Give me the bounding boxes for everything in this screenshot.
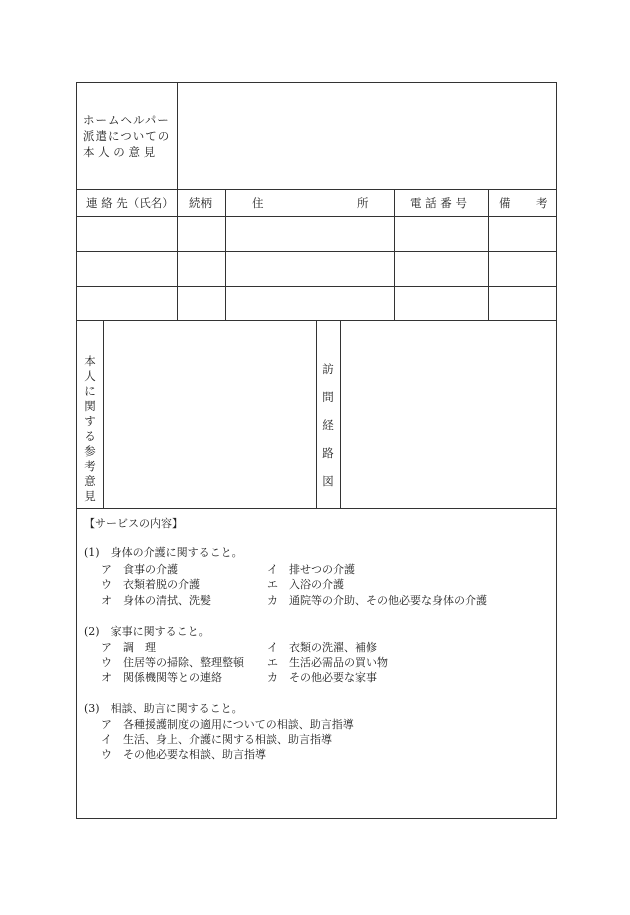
service-item: オ 関係機関等との連絡 bbox=[101, 671, 222, 684]
header-contact: 連 絡 先（氏名） bbox=[86, 196, 174, 210]
header-remarks-start: 備 bbox=[499, 196, 511, 210]
section-heading: (3) 相談、助言に関すること。 bbox=[84, 702, 243, 715]
opinion-label-line3: 本 人 の 意 見 bbox=[83, 145, 156, 159]
contact-row-2[interactable] bbox=[77, 252, 556, 285]
header-phone: 電 話 番 号 bbox=[410, 196, 467, 210]
opinion-input-area[interactable] bbox=[178, 83, 556, 188]
opinion-label-line2: 派遣についての bbox=[83, 129, 171, 143]
row-line bbox=[76, 189, 557, 190]
route-map-area[interactable] bbox=[341, 321, 556, 507]
contact-row-1[interactable] bbox=[77, 217, 556, 250]
service-item: オ 身体の清拭、洗髪 bbox=[101, 594, 211, 607]
header-relation: 続柄 bbox=[189, 196, 212, 210]
service-item: ウ 住居等の掃除、整理整頓 bbox=[101, 656, 244, 669]
header-remarks-end: 考 bbox=[536, 196, 548, 210]
section-heading: (1) 身体の介護に関すること。 bbox=[84, 546, 243, 559]
reference-input-area[interactable] bbox=[104, 321, 315, 507]
service-item: ア 各種援護制度の適用についての相談、助言指導 bbox=[101, 718, 354, 731]
opinion-label-line1: ホームヘルパー bbox=[83, 113, 170, 127]
contact-row-3[interactable] bbox=[77, 287, 556, 319]
route-label: 訪問経路図 bbox=[322, 362, 334, 488]
service-item: カ 通院等の介助、その他必要な身体の介護 bbox=[267, 594, 487, 607]
service-item: イ 衣類の洗濯、補修 bbox=[267, 641, 377, 654]
service-item: ア 食事の介護 bbox=[101, 563, 178, 576]
service-item: イ 排せつの介護 bbox=[267, 563, 355, 576]
section-heading: (2) 家事に関すること。 bbox=[84, 625, 210, 638]
service-item: ウ その他必要な相談、助言指導 bbox=[101, 748, 266, 761]
service-item: カ その他必要な家事 bbox=[267, 671, 377, 684]
service-item: エ 生活必需品の買い物 bbox=[267, 656, 388, 669]
header-address-end: 所 bbox=[357, 196, 369, 210]
header-address-start: 住 bbox=[252, 196, 264, 210]
service-item: ウ 衣類着脱の介護 bbox=[101, 578, 200, 591]
service-item: イ 生活、身上、介護に関する相談、助言指導 bbox=[101, 733, 332, 746]
service-item: ア 調 理 bbox=[101, 641, 156, 654]
service-item: エ 入浴の介護 bbox=[267, 578, 344, 591]
col-line bbox=[316, 320, 317, 508]
services-title: 【サービスの内容】 bbox=[84, 517, 183, 530]
reference-label: 本人に関する参考意見 bbox=[84, 354, 96, 503]
row-line bbox=[76, 508, 557, 509]
